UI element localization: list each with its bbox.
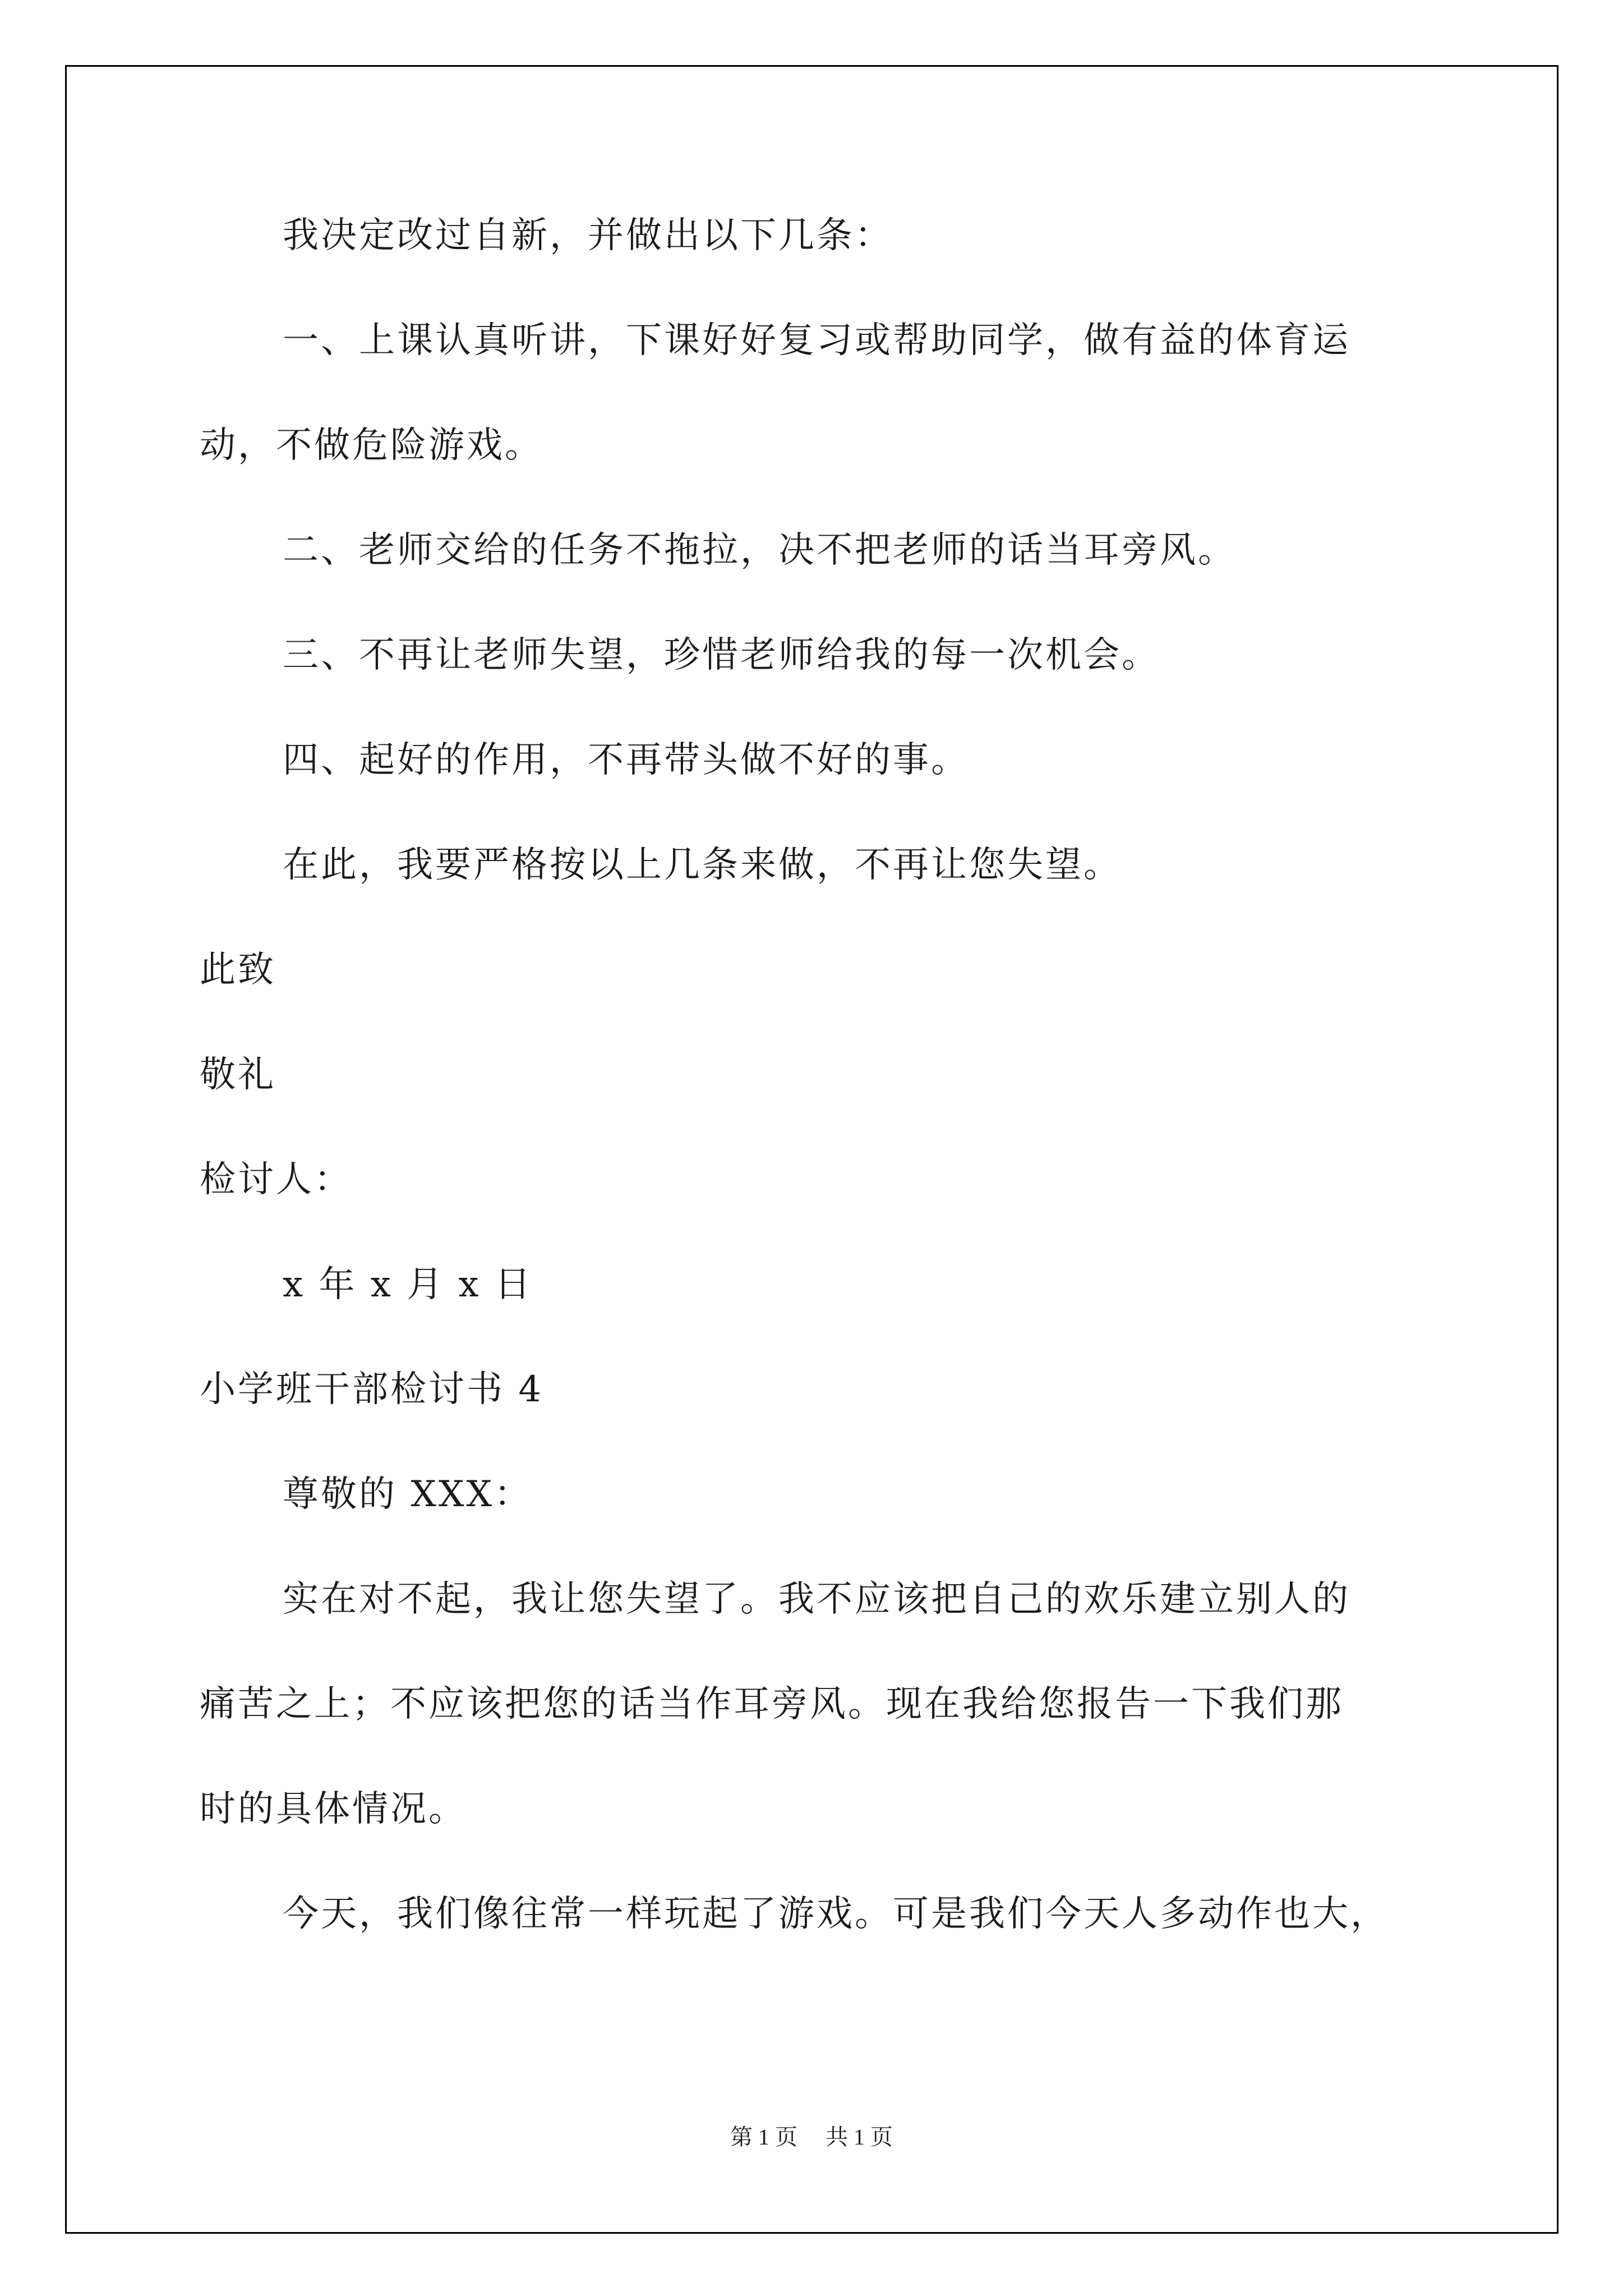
salutation-line: 敬礼: [200, 1054, 276, 1096]
paragraph-line: 痛苦之上；不应该把您的话当作耳旁风。现在我给您报告一下我们那: [200, 1683, 1344, 1725]
paragraph-line: 在此，我要严格按以上几条来做，不再让您失望。: [283, 844, 1122, 886]
section-title: 小学班干部检讨书 4: [200, 1369, 544, 1410]
paragraph-line: 四、起好的作用，不再带头做不好的事。: [283, 739, 969, 781]
page-total: 共 1 页: [826, 2124, 893, 2150]
paragraph-line: 三、不再让老师失望，珍惜老师给我的每一次机会。: [283, 634, 1160, 676]
paragraph-line: 一、上课认真听讲，下课好好复习或帮助同学，做有益的体育运: [283, 320, 1350, 361]
paragraph-line: 动，不做危险游戏。: [200, 425, 543, 466]
paragraph-line: 我决定改过自新，并做出以下几条：: [283, 215, 893, 256]
paragraph-line: 二、老师交给的任务不拖拉，决不把老师的话当耳旁风。: [283, 530, 1236, 571]
paragraph-line: 今天，我们像往常一样玩起了游戏。可是我们今天人多动作也大，: [283, 1893, 1389, 1935]
paragraph-line: 时的具体情况。: [200, 1788, 467, 1830]
page-number: 第 1 页: [730, 2124, 797, 2150]
salutation-line: 此致: [200, 949, 276, 991]
page-footer: [0, 2123, 1623, 2151]
greeting-line: 尊敬的 XXX：: [283, 1474, 533, 1515]
date-line: x 年 x 月 x 日: [283, 1264, 533, 1305]
signature-label: 检讨人：: [200, 1159, 352, 1200]
paragraph-line: 实在对不起，我让您失望了。我不应该把自己的欢乐建立别人的: [283, 1579, 1350, 1620]
